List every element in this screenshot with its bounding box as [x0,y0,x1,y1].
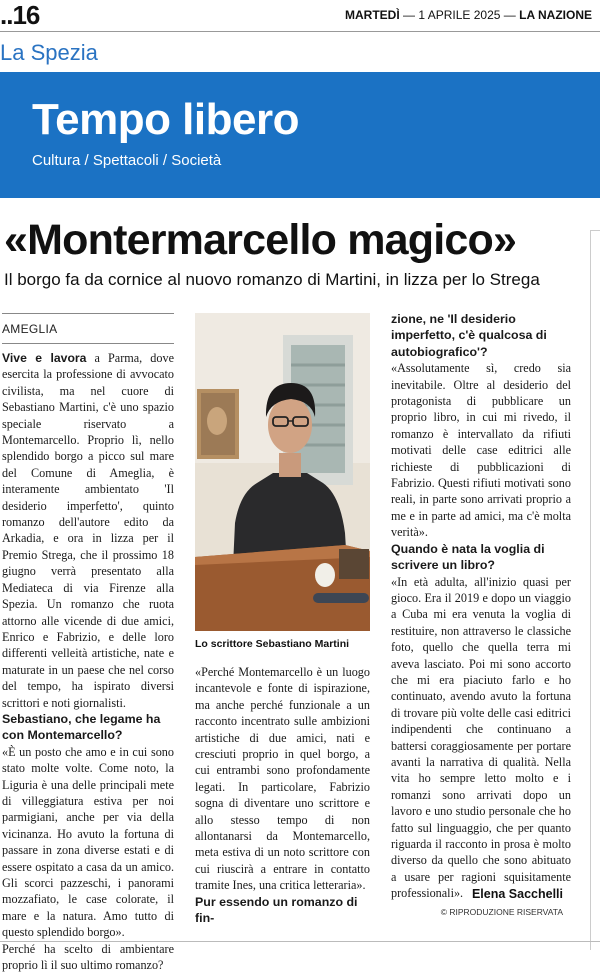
photo-caption: Lo scrittore Sebastiano Martini [195,638,350,650]
author-photo-illustration [195,313,370,631]
dateline-day: MARTEDÌ [345,8,400,22]
section-title: Tempo libero [32,95,299,144]
answer-3: «Assolutamente sì, credo sia inevitabile. Oltre al desiderio del protagonista di pubblicare un proprio libro, in cui mi rivedo, il romanzo è intervallato da rifiuti motivati delle case editrici alle richieste di pubblicazioni di Fabrizio. Questi rifiuti motivati sono reali, in parte sono arrivati proprio a me e in parte ad amici, ma c'è molta verità». [391,361,571,540]
question-2-inline: Perché ha scelto di ambientare proprio lì il suo ultimo romanzo? [2,941,174,973]
dateline-date: — 1 APRILE 2025 — [403,8,516,22]
city-section-label: La Spezia [0,40,98,65]
page-edge-rule [590,230,600,950]
article-column-1 [2,350,174,973]
article-subheadline: Il borgo fa da cornice al nuovo romanzo di Martini, in lizza per lo Strega [4,270,540,289]
lead-paragraph [2,350,174,711]
article-column-3 [391,311,571,902]
section-banner [0,72,600,198]
footer-divider [0,941,600,942]
newspaper-name: LA NAZIONE [519,8,592,22]
article-column-2 [195,664,370,927]
answer-4: «In età adulta, all'inizio quasi per gioco. Era il 2019 e dopo un viaggio a Cuba mi era venuta la voglia di restituire, non attraverso le classiche foto, quello che quella terra mi aveva lasciato. Poi mi sono accorto che mi era piaciuto farlo e ho continuato, avendo avuto la fortuna di trovare più volte delle casi editrici indipendenti che continuano a battersi coraggiosamente per portare avanti la narrativa di qualità. Nella vita ho sempre letto molto e i romanzi sono arrivati dopo un lavoro e uno studio personale che ho fatto sul linguaggio, che per quanto riguarda il racconto in prosa è molto diverso da quello che sono abituato a usare per ragioni squisitamente professionali». [391,574,571,901]
dateline [345,7,592,23]
question-3-start: Pur essendo un romanzo di fin- [195,894,358,926]
answer-1: «È un posto che amo e in cui sono stato molte volte. Come noto, la Liguria è una delle principali mete di villeggiatura estiva per noi parmigiani, anche per via della vicinanza. Ho avuto la fortuna di passare in zona diverse estati e di essere ospitato a casa da un amico. Gli scorci pazzeschi, i panorami mozzafiato, le case colorate, il mare e la natura. Amo tutto di questo splendido borgo». [2,744,174,940]
answer-2: «Perché Montemarcello è un luogo incantevole e fonte di ispirazione, ma anche perché funzionale a un racconto incentrato sulle ambizioni artistiche di due amici, nati e cresciuti proprio in quel borgo, a cui entrambi sono profondamente legati. In particolare, Fabrizio sogna di diventare uno scrittore e allo stesso tempo di non allontanarsi da Montemarcello, meta estiva di un noto scrittore con cui riuscirà a entrare in contatto tramite Ines, una critica letteraria». [195,665,370,893]
question-3-end: zione, ne 'Il desiderio imperfetto, c'è qualcosa di autobiografico'? [391,312,547,359]
lead-text: a Parma, dove esercita la professione di avvocato civilista, ma nel cuore di Sebastiano Martini, c'è uno spazio speciale riservato a Montemarcello. Proprio lì, nello splendido borgo a picco sul mare del Comune di Ameglia, è interamente ambientato 'Il desiderio imperfetto', quinto romanzo dell'autore edito da Arkadia, e ora in lizza per il Premio Strega, che il prossimo 18 giugno verrà presentato alla Mediateca di via Firenze alla Spezia. Un romanzo che ruota attorno alle vicende di due amici, Enrico e Fabrizio, e delle loro differenti velleità artistiche, nate e maturate in un paese che nel corso del tempo, ha ispirato diversi scrittori e noti giornalisti. [2,351,174,710]
question-4: Quando è nata la voglia di scrivere un libro? [391,541,545,573]
article-headline: «Montermarcello magico» [4,216,517,264]
lead-bold: Vive e lavora [2,351,87,365]
dateline-location-box [2,313,174,344]
page-header [0,0,600,30]
section-subtitle: Cultura / Spettacoli / Società [32,152,222,169]
author-byline: Elena Sacchelli [471,887,563,901]
copyright-notice: © RIPRODUZIONE RISERVATA [440,907,563,917]
header-divider [0,31,600,32]
page-number: ..16 [0,0,40,30]
author-photo [195,313,370,631]
article-location: AMEGLIA [2,322,58,336]
question-1: Sebastiano, che legame ha con Montemarcello? [2,711,161,743]
